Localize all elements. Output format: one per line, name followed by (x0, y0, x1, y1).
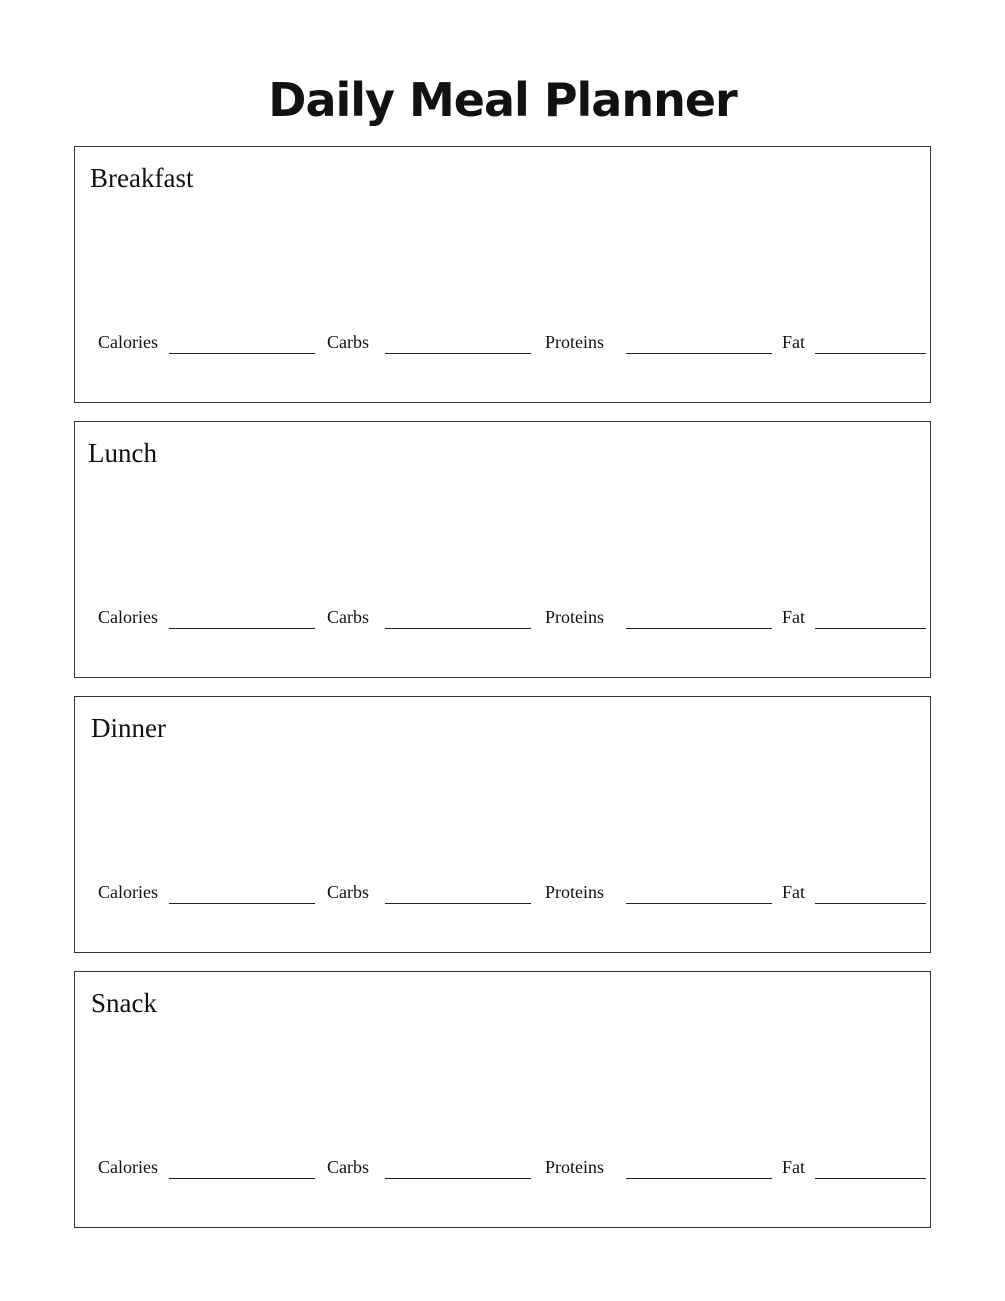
fat-label: Fat (782, 1157, 806, 1177)
fat-entry-line[interactable] (815, 1178, 926, 1179)
carbs-label: Carbs (327, 882, 369, 902)
proteins-entry-line[interactable] (626, 1178, 772, 1179)
carbs-entry-line[interactable] (385, 353, 531, 354)
meal-section-dinner (74, 696, 931, 953)
carbs-label: Carbs (327, 332, 369, 352)
page-title: Daily Meal Planner (268, 73, 737, 127)
fat-entry-line[interactable] (815, 353, 926, 354)
calories-label: Calories (98, 332, 158, 352)
carbs-entry-line[interactable] (385, 903, 531, 904)
calories-entry-line[interactable] (169, 903, 315, 904)
fat-entry-line[interactable] (815, 628, 926, 629)
proteins-entry-line[interactable] (626, 628, 772, 629)
fat-label: Fat (782, 607, 806, 627)
calories-label: Calories (98, 882, 158, 902)
calories-entry-line[interactable] (169, 353, 315, 354)
proteins-entry-line[interactable] (626, 353, 772, 354)
proteins-entry-line[interactable] (626, 903, 772, 904)
proteins-label: Proteins (545, 332, 605, 352)
fat-entry-line[interactable] (815, 903, 926, 904)
proteins-label: Proteins (545, 607, 605, 627)
calories-entry-line[interactable] (169, 628, 315, 629)
proteins-label: Proteins (545, 882, 605, 902)
meal-title: Lunch (88, 438, 157, 468)
meal-section-breakfast (74, 146, 931, 403)
meal-title: Breakfast (90, 163, 194, 193)
carbs-label: Carbs (327, 607, 369, 627)
proteins-label: Proteins (545, 1157, 605, 1177)
calories-label: Calories (98, 1157, 158, 1177)
calories-entry-line[interactable] (169, 1178, 315, 1179)
carbs-entry-line[interactable] (385, 1178, 531, 1179)
fat-label: Fat (782, 332, 806, 352)
fat-label: Fat (782, 882, 806, 902)
meal-title: Snack (91, 988, 157, 1018)
meal-title: Dinner (91, 713, 166, 743)
meal-section-lunch (74, 421, 931, 678)
carbs-label: Carbs (327, 1157, 369, 1177)
carbs-entry-line[interactable] (385, 628, 531, 629)
calories-label: Calories (98, 607, 158, 627)
meal-section-snack (74, 971, 931, 1228)
